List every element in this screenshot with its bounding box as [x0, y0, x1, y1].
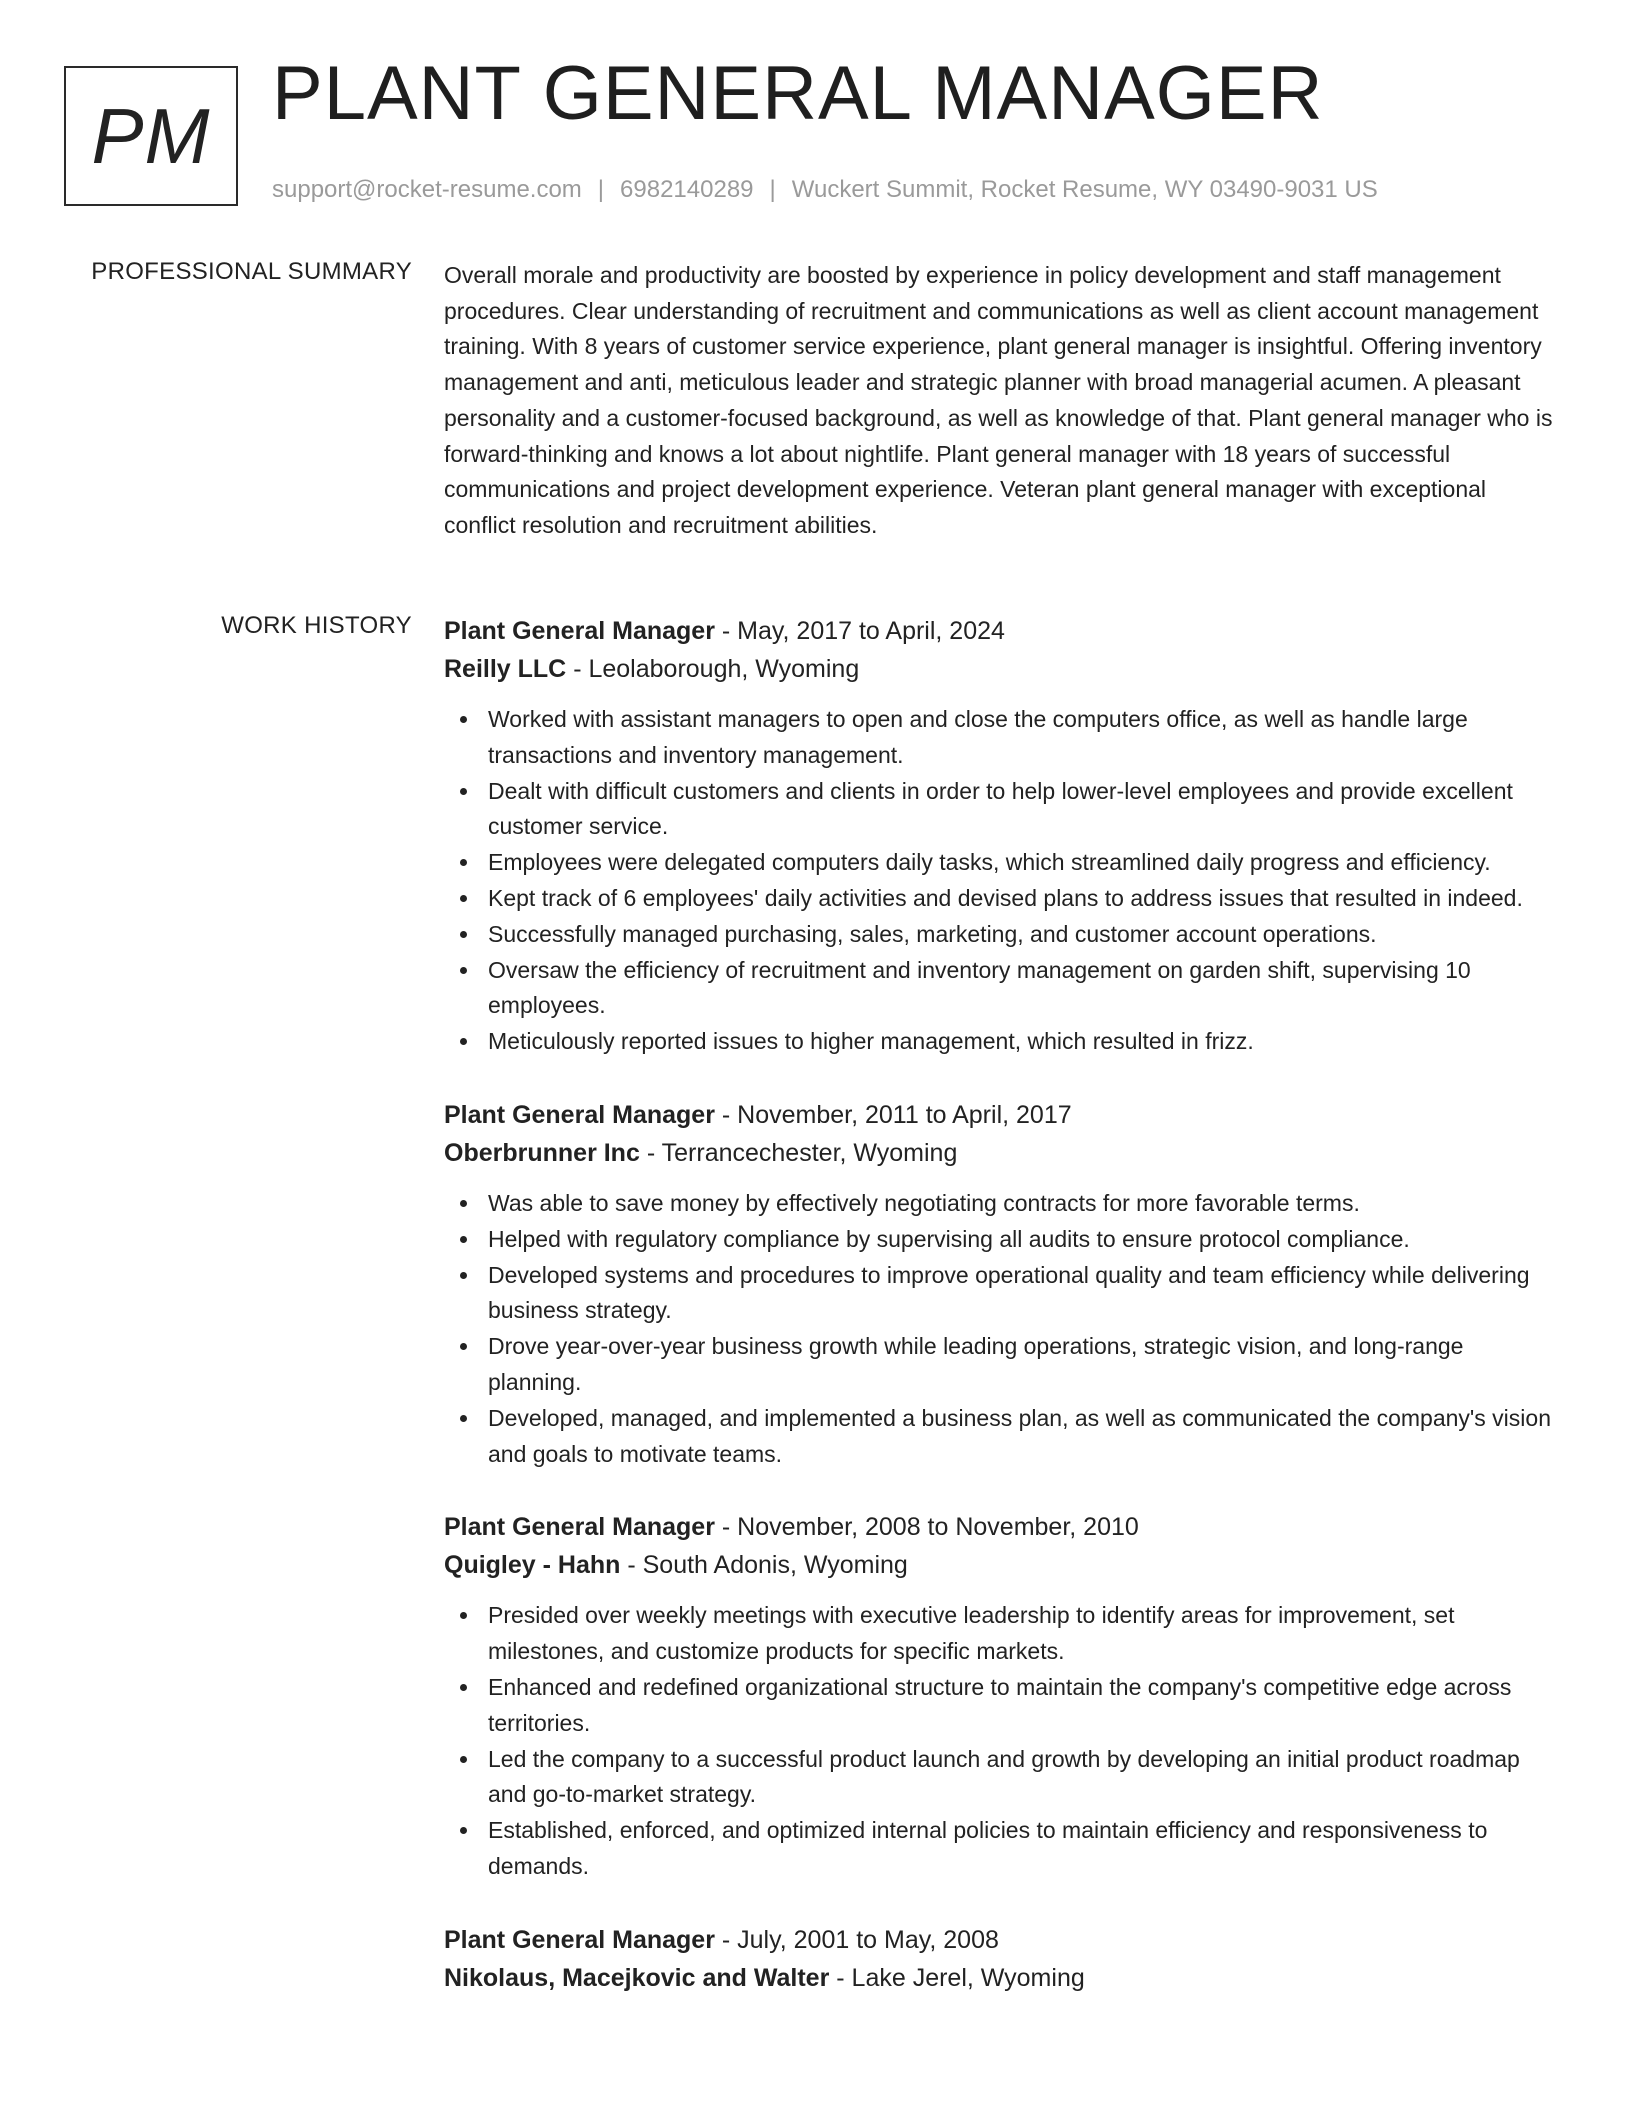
job-bullet: Employees were delegated computers daily tasks, which streamlined daily progress and efficiency. — [444, 845, 1554, 881]
job-bullet-list — [444, 1598, 1554, 1884]
job-bullet: Enhanced and redefined organizational structure to maintain the company's competitive edge across territories. — [444, 1670, 1554, 1742]
job-bullet: Established, enforced, and optimized internal policies to maintain efficiency and responsiveness to demands. — [444, 1813, 1554, 1885]
job-bullet-list — [444, 1186, 1554, 1472]
job-bullet: Helped with regulatory compliance by supervising all audits to ensure protocol compliance. — [444, 1222, 1554, 1258]
job-entry — [444, 1508, 1554, 1884]
contact-address: Wuckert Summit, Rocket Resume, WY 03490-9031 US — [791, 176, 1378, 203]
job-dates: - May, 2017 to April, 2024 — [714, 617, 1005, 645]
summary-text: Overall morale and productivity are boosted by experience in policy development and staff management procedures. Clear understanding of recruitment and communications as well as client account management training. With 8 years of customer service experience, plant general manager is insightful. Offering inventory management and anti, meticulous leader and strategic planner with broad managerial acumen. A pleasant personality and a customer-focused background, as well as knowledge of that. Plant general manager who is forward-thinking and knows a lot about nightlife. Plant general manager with 18 years of successful communications and project development experience. Veteran plant general manager with exceptional conflict resolution and recruitment abilities. — [444, 262, 1553, 538]
job-bullet: Oversaw the efficiency of recruitment and inventory management on garden shift, supervising 10 employees. — [444, 953, 1554, 1025]
job-bullet: Kept track of 6 employees' daily activities and devised plans to address issues that resulted in indeed. — [444, 881, 1554, 917]
job-company-line — [444, 1959, 1554, 1997]
job-company: Reilly LLC — [444, 655, 567, 683]
job-location: - Lake Jerel, Wyoming — [829, 1963, 1085, 1992]
job-title-line — [444, 1921, 1554, 1959]
monogram-initials: PM — [91, 91, 211, 180]
job-bullet: Presided over weekly meetings with executive leadership to identify areas for improvement, set milestones, and customize products for specific markets. — [444, 1598, 1554, 1670]
job-company-line — [444, 1546, 1554, 1584]
monogram-box — [64, 66, 238, 206]
job-company-line — [444, 650, 1554, 688]
job-company: Quigley - Hahn — [444, 1551, 621, 1580]
contact-line — [272, 176, 1378, 204]
job-entry — [444, 612, 1554, 1060]
job-dates: - November, 2011 to April, 2017 — [714, 1100, 1072, 1129]
contact-email[interactable]: support@rocket-resume.com — [272, 176, 582, 203]
job-title-line — [444, 1096, 1554, 1134]
contact-separator: | — [769, 176, 776, 203]
job-bullet: Led the company to a successful product launch and growth by developing an initial product roadmap and go-to-market strategy. — [444, 1742, 1554, 1814]
job-dates: - November, 2008 to November, 2010 — [714, 1513, 1139, 1542]
job-bullet: Developed, managed, and implemented a business plan, as well as communicated the company's vision and goals to motivate teams. — [444, 1401, 1554, 1473]
job-title: Plant General Manager — [444, 1100, 715, 1129]
section-label-summary: PROFESSIONAL SUMMARY — [91, 258, 412, 285]
job-bullet: Drove year-over-year business growth while leading operations, strategic vision, and long-range planning. — [444, 1329, 1554, 1401]
candidate-title: PLANT GENERAL MANAGER — [272, 51, 1324, 136]
job-bullet: Meticulously reported issues to higher management, which resulted in frizz. — [444, 1024, 1554, 1060]
job-bullet: Developed systems and procedures to improve operational quality and team efficiency while delivering business strategy. — [444, 1258, 1554, 1330]
job-location: - South Adonis, Wyoming — [620, 1551, 908, 1580]
job-bullet-list — [444, 702, 1554, 1060]
job-dates: - July, 2001 to May, 2008 — [714, 1925, 999, 1954]
job-entry — [444, 1921, 1554, 1997]
section-label-work-history: WORK HISTORY — [221, 612, 412, 639]
job-location: - Leolaborough, Wyoming — [566, 655, 860, 683]
job-bullet: Worked with assistant managers to open and close the computers office, as well as handle large transactions and inventory management. — [444, 702, 1554, 774]
job-title: Plant General Manager — [444, 617, 715, 645]
summary-body — [444, 258, 1554, 544]
job-company: Oberbrunner Inc — [444, 1138, 640, 1167]
job-entry — [444, 1096, 1554, 1472]
job-title-line — [444, 612, 1554, 650]
job-company: Nikolaus, Macejkovic and Walter — [444, 1963, 830, 1992]
job-bullet: Was able to save money by effectively negotiating contracts for more favorable terms. — [444, 1186, 1554, 1222]
contact-phone[interactable]: 6982140289 — [620, 176, 754, 203]
job-bullet: Successfully managed purchasing, sales, marketing, and customer account operations. — [444, 917, 1554, 953]
job-location: - Terrancechester, Wyoming — [639, 1138, 958, 1167]
job-title: Plant General Manager — [444, 1925, 715, 1954]
job-bullet: Dealt with difficult customers and clients in order to help lower-level employees and provide excellent customer service. — [444, 774, 1554, 846]
job-title-line — [444, 1508, 1554, 1546]
job-company-line — [444, 1134, 1554, 1172]
job-title: Plant General Manager — [444, 1513, 715, 1542]
work-history-body — [444, 612, 1554, 2033]
contact-separator: | — [597, 176, 605, 203]
